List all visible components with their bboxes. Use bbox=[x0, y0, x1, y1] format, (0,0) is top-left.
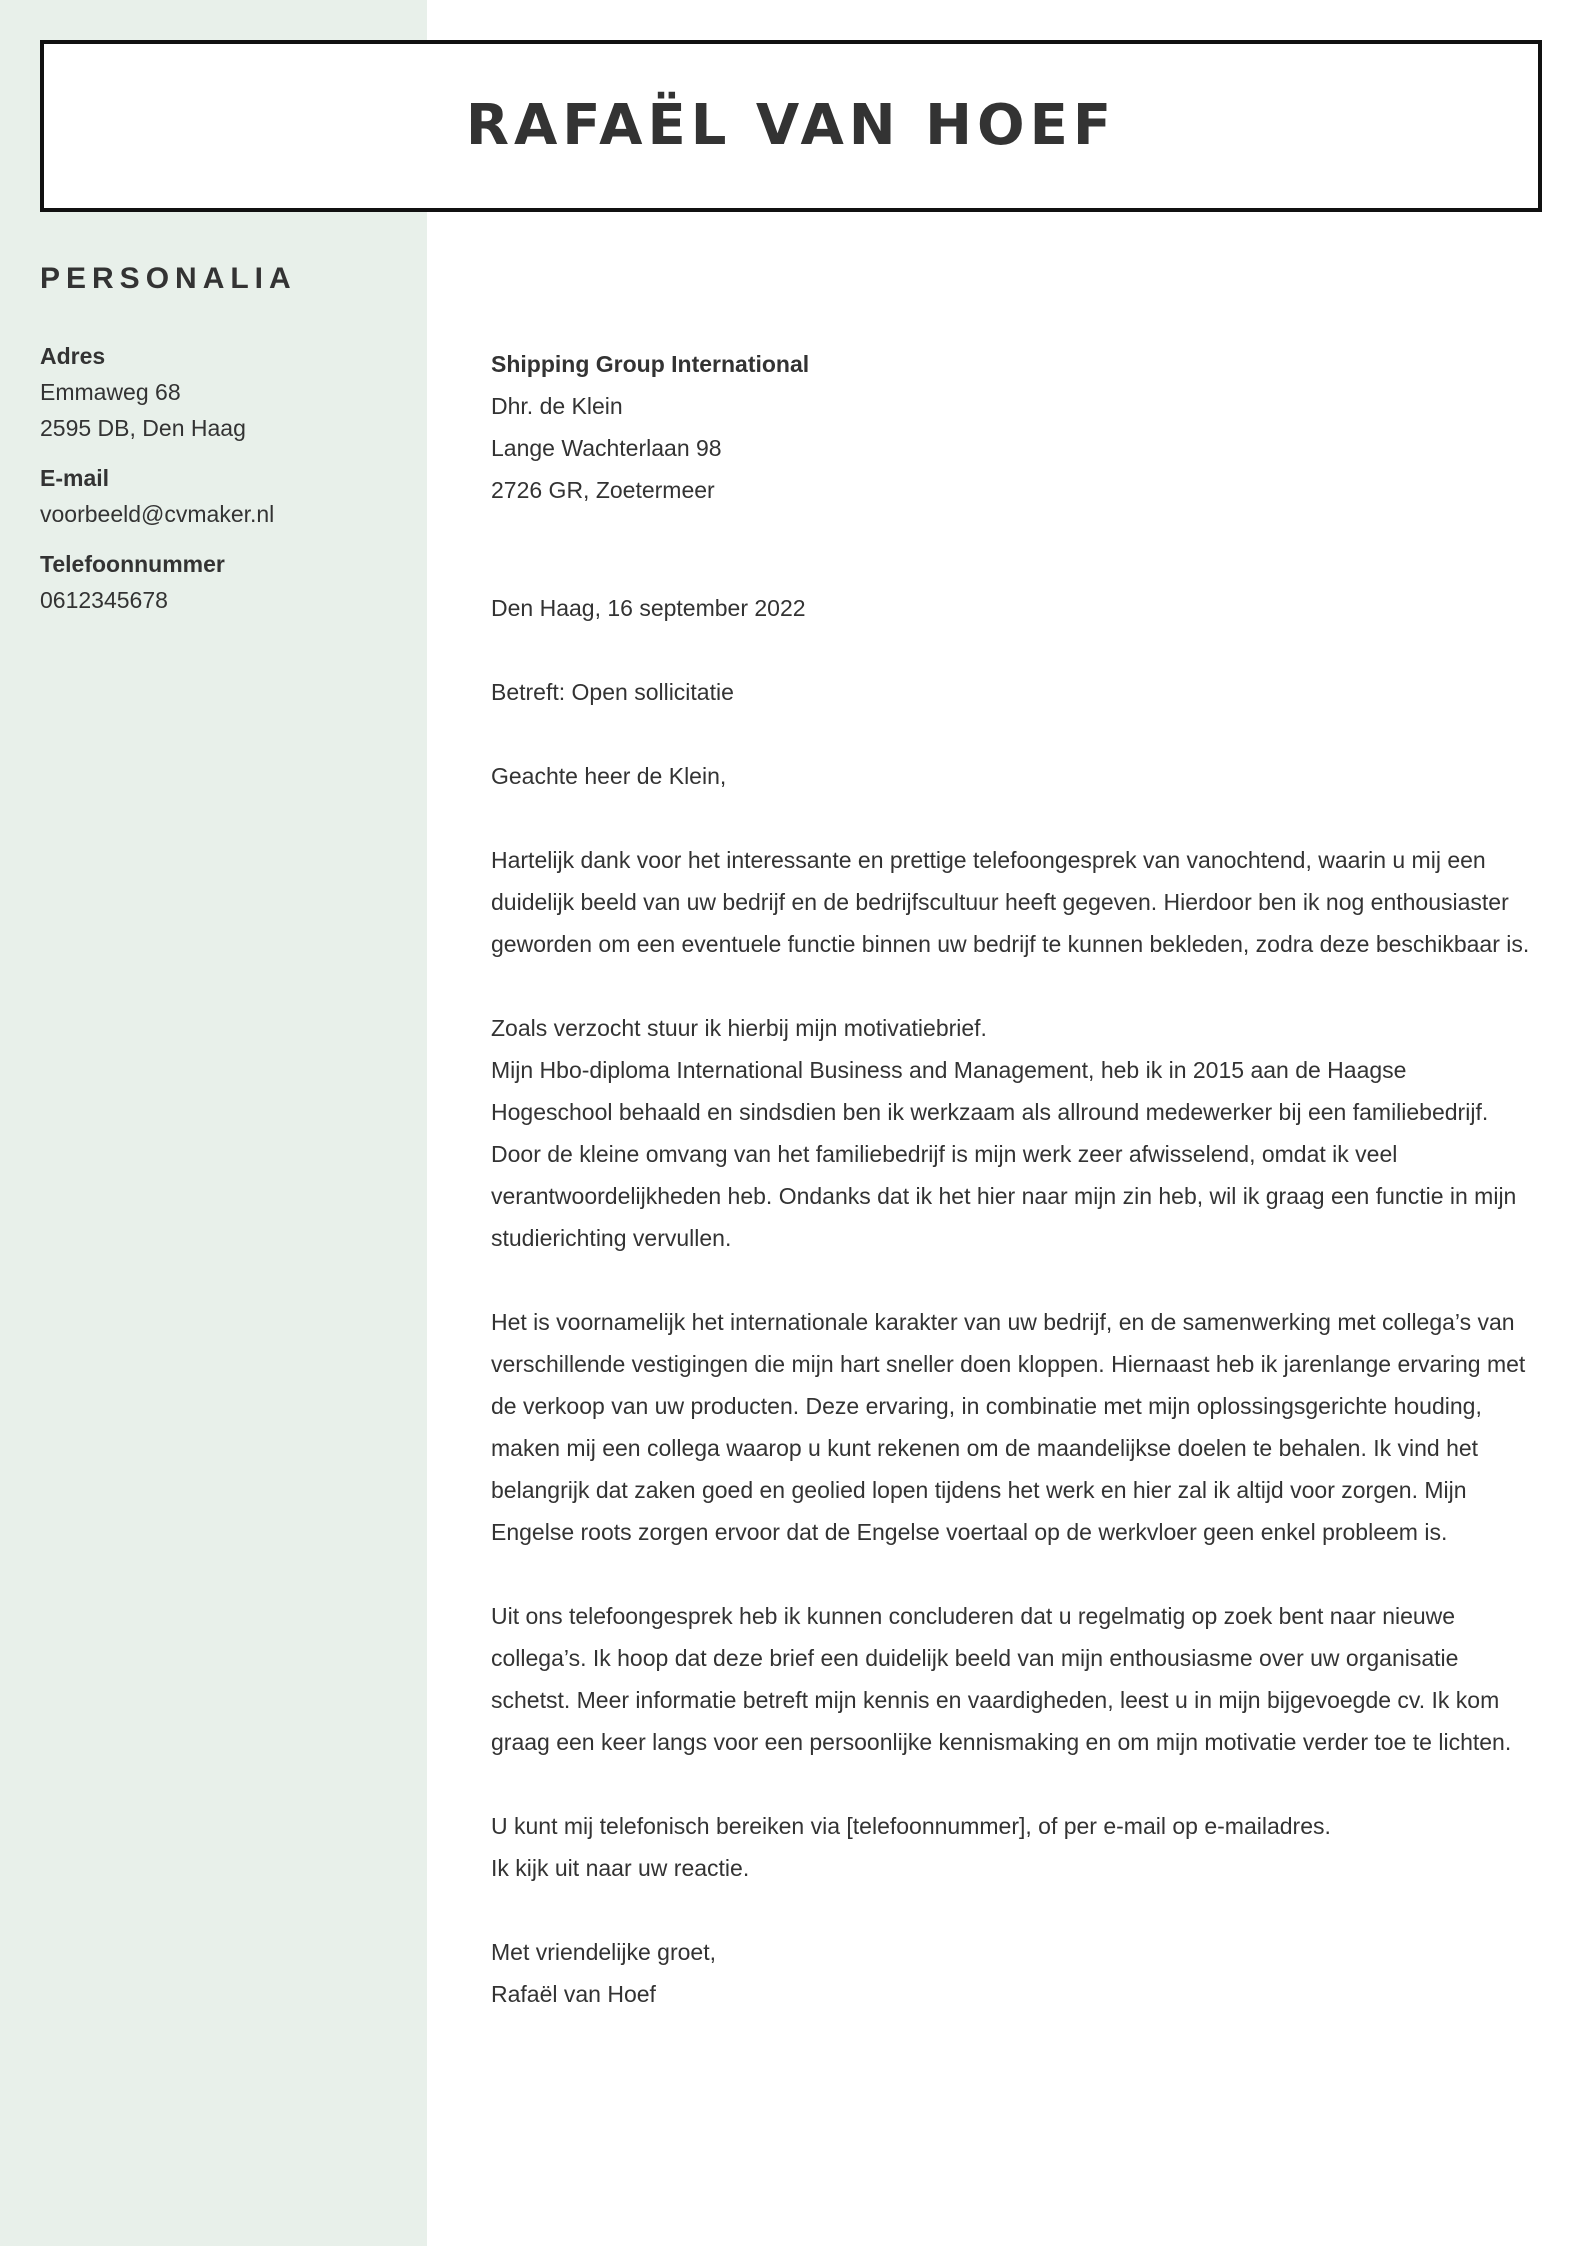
paragraph-2-intro: Zoals verzocht stuur ik hierbij mijn motivatiebrief. bbox=[491, 1015, 987, 1041]
sidebar-heading: PERSONALIA bbox=[40, 262, 297, 295]
letter-date: Den Haag, 16 september 2022 bbox=[491, 595, 806, 621]
name-header bbox=[40, 40, 1542, 212]
spacer bbox=[491, 965, 1531, 1007]
candidate-name: RAFAËL VAN HOEF bbox=[465, 93, 1117, 158]
letter-signature: Rafaël van Hoef bbox=[491, 1981, 656, 2007]
sidebar bbox=[0, 0, 427, 2246]
recipient-contact: Dhr. de Klein bbox=[491, 393, 623, 419]
letter-closing: Met vriendelijke groet, bbox=[491, 1939, 716, 1965]
letter-salutation: Geachte heer de Klein, bbox=[491, 763, 727, 789]
email-value: voorbeeld@cvmaker.nl bbox=[40, 501, 275, 527]
spacer bbox=[491, 573, 1531, 587]
phone-label: Telefoonnummer bbox=[40, 551, 225, 577]
paragraph-2: Mijn Hbo-diploma International Business and Management, heb ik in 2015 aan de Haagse Hogeschool behaald en sindsdien ben ik werkzaam als allround medewerker bij een familiebedrijf. Door de kleine omvang van het familiebedrijf is mijn werk zeer afwisselend, omdat ik veel verantwoordelijkheden heb. Ondanks dat ik het hier naar mijn zin heb, wil ik graag een functie in mijn studierichting vervullen. bbox=[491, 1057, 1517, 1251]
letter-body bbox=[491, 343, 1531, 2015]
address-label: Adres bbox=[40, 343, 106, 369]
email-label: E-mail bbox=[40, 465, 110, 491]
paragraph-5-line-2: Ik kijk uit naar uw reactie. bbox=[491, 1855, 750, 1881]
recipient-company: Shipping Group International bbox=[491, 351, 810, 377]
spacer bbox=[491, 511, 1531, 573]
spacer bbox=[491, 1889, 1531, 1931]
email-block bbox=[40, 460, 410, 532]
address-block bbox=[40, 338, 410, 446]
phone-block bbox=[40, 546, 410, 618]
address-line-1: Emmaweg 68 bbox=[40, 379, 181, 405]
paragraph-4: Uit ons telefoongesprek heb ik kunnen concluderen dat u regelmatig op zoek bent naar nieuwe collega’s. Ik hoop dat deze brief een duidelijk beeld van mijn enthousiasme over uw organisatie schetst. Meer informatie betreft mijn kennis en vaardigheden, leest u in mijn bijgevoegde cv. Ik kom graag een keer langs voor een persoonlijke kennismaking en om mijn motivatie verder toe te lichten. bbox=[491, 1603, 1512, 1755]
paragraph-5-line-1: U kunt mij telefonisch bereiken via [telefoonnummer], of per e-mail op e-mailadres. bbox=[491, 1813, 1331, 1839]
phone-value: 0612345678 bbox=[40, 587, 168, 613]
address-line-2: 2595 DB, Den Haag bbox=[40, 415, 246, 441]
recipient-street: Lange Wachterlaan 98 bbox=[491, 435, 722, 461]
spacer bbox=[491, 1553, 1531, 1595]
spacer bbox=[491, 797, 1531, 839]
recipient-city: 2726 GR, Zoetermeer bbox=[491, 477, 715, 503]
paragraph-3: Het is voornamelijk het internationale karakter van uw bedrijf, en de samenwerking met collega’s van verschillende vestigingen die mijn hart sneller doen kloppen. Hiernaast heb ik jarenlange ervaring met de verkoop van uw producten. Deze ervaring, in combinatie met mijn oplossingsgerichte houding, maken mij een collega waarop u kunt rekenen om de maandelijkse doelen te behalen. Ik vind het belangrijk dat zaken goed en geolied lopen tijdens het werk en hier zal ik altijd voor zorgen. Mijn Engelse roots zorgen ervoor dat de Engelse voertaal op de werkvloer geen enkel probleem is. bbox=[491, 1309, 1526, 1545]
spacer bbox=[491, 1763, 1531, 1805]
spacer bbox=[491, 713, 1531, 755]
spacer bbox=[491, 1259, 1531, 1301]
paragraph-1: Hartelijk dank voor het interessante en prettige telefoongesprek van vanochtend, waarin u mij een duidelijk beeld van uw bedrijf en de bedrijfscultuur heeft gegeven. Hierdoor ben ik nog enthousiaster geworden om een eventuele functie binnen uw bedrijf te kunnen bekleden, zodra deze beschikbaar is. bbox=[491, 847, 1530, 957]
spacer bbox=[491, 629, 1531, 671]
letter-subject: Betreft: Open sollicitatie bbox=[491, 679, 734, 705]
